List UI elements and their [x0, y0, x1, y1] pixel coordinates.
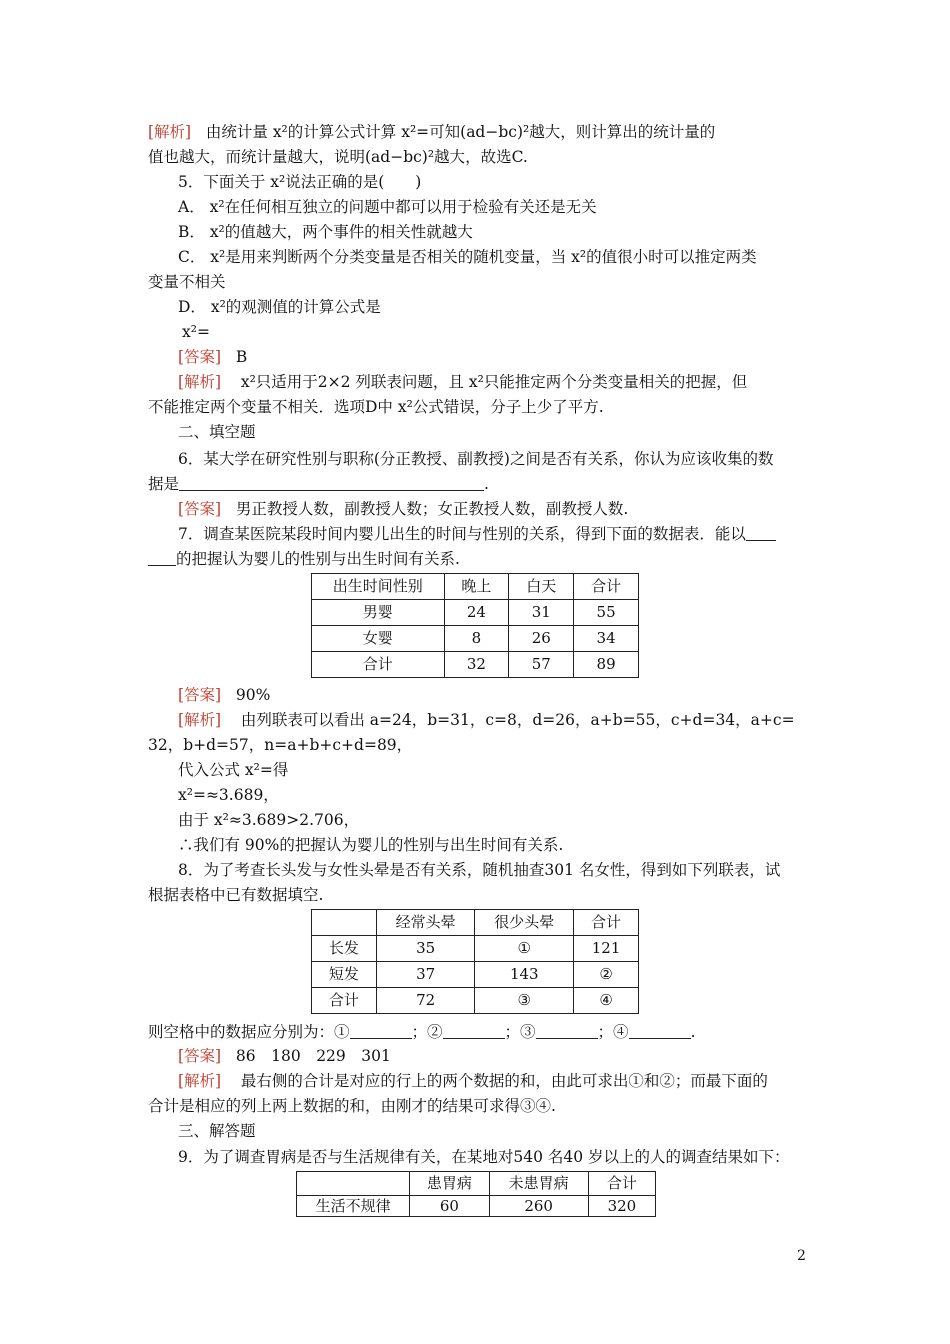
q5-option-c-cont: 变量不相关: [148, 273, 226, 291]
q6-stem: 6．某大学在研究性别与职称(分正教授、副教授)之间是否有关系，你认为应该收集的数: [178, 450, 774, 468]
q5-answer: [178, 346, 838, 368]
q8-analysis-line2: 合计是相应的列上两上数据的和，由刚才的结果可求得③④.: [148, 1097, 556, 1115]
q8-stem-line2: 根据表格中已有数据填空.: [148, 886, 324, 904]
q7-analysis-line5: 由于 x²≈3.689>2.706，: [178, 811, 360, 829]
q8-answer-value: 86 180 229 301: [235, 1047, 391, 1065]
q8-analysis-line1: [178, 1070, 838, 1092]
q8-answer: [178, 1045, 838, 1067]
table-cell: 89: [574, 652, 639, 678]
q6-blank: [179, 474, 484, 491]
table-header-cell: 患胃病: [410, 1172, 489, 1196]
table-cell: 8: [444, 626, 509, 652]
answer-tag: [答案]: [178, 686, 222, 704]
table-header-cell: 经常头晕: [376, 910, 475, 936]
q5-analysis-line1: [178, 371, 838, 393]
table-cell: 26: [509, 626, 574, 652]
analysis-tag: [解析]: [178, 711, 222, 729]
table-header-cell: 未患胃病: [489, 1172, 588, 1196]
q7-table: [311, 573, 639, 678]
table-cell: ④: [574, 988, 639, 1014]
q4-analysis-line1: [148, 121, 808, 143]
table-cell: 260: [489, 1196, 588, 1217]
q7-answer-value: 90%: [235, 686, 271, 704]
q5-analysis-text: x²只适用于2×2 列联表问题，且 x²只能推定两个分类变量相关的把握，但: [240, 373, 748, 391]
q7-answer: [178, 684, 838, 706]
table-cell: ①: [475, 936, 574, 962]
q8-blank-3: [536, 1022, 598, 1039]
q7-blank-b: [148, 549, 176, 566]
table-header-cell: 合计: [574, 910, 639, 936]
table-header-cell: 出生时间性别: [312, 574, 445, 600]
table-cell: 320: [588, 1196, 655, 1217]
q7-stem: [178, 523, 838, 545]
answer-tag: [答案]: [178, 348, 222, 366]
table-cell: 143: [475, 962, 574, 988]
q5-formula: x²=: [182, 323, 210, 341]
q7-analysis-line1: [178, 709, 838, 731]
table-cell: 31: [509, 600, 574, 626]
q4-analysis-line2: 值也越大，而统计量越大，说明(ad−bc)²越大，故选C.: [148, 148, 528, 166]
table-row: [297, 1196, 656, 1217]
table-cell: 55: [574, 600, 639, 626]
table-cell: 合计: [312, 652, 445, 678]
q8-blank-1: [350, 1022, 412, 1039]
table-header-cell: 合计: [574, 574, 639, 600]
table-cell: 32: [444, 652, 509, 678]
table-header-cell: 白天: [509, 574, 574, 600]
q8-analysis-text: 最右侧的合计是对应的行上的两个数据的和，由此可求出①和②；而最下面的: [240, 1072, 768, 1090]
table-row: [312, 988, 639, 1014]
q5-option-a: A． x²在任何相互独立的问题中都可以用于检验有关还是无关: [178, 198, 597, 216]
table-cell: 长发: [312, 936, 377, 962]
q5-option-b: B． x²的值越大，两个事件的相关性就越大: [178, 223, 473, 241]
table-cell: ②: [574, 962, 639, 988]
q8-fill-line: [148, 1021, 808, 1043]
table-cell: 57: [509, 652, 574, 678]
table-row: [312, 910, 639, 936]
table-cell: 34: [574, 626, 639, 652]
answer-tag: [答案]: [178, 1047, 222, 1065]
table-cell: 121: [574, 936, 639, 962]
table-header-cell: 很少头晕: [475, 910, 574, 936]
table-row: [312, 626, 639, 652]
q8-blank-4: [629, 1022, 691, 1039]
q7-stem-text2: 的把握认为婴儿的性别与出生时间有关系.: [176, 550, 460, 568]
table-cell: 72: [376, 988, 475, 1014]
q6-answer-value: 男正教授人数，副教授人数；女正教授人数，副教授人数.: [235, 500, 629, 518]
table-cell: 24: [444, 600, 509, 626]
q6-answer: [178, 498, 838, 520]
q5-option-d: D． x²的观测值的计算公式是: [178, 298, 381, 316]
q8-fill-2: ；②: [411, 1023, 443, 1041]
q8-table: [311, 909, 639, 1014]
q9-table: [296, 1171, 656, 1217]
table-header-cell: 晚上: [444, 574, 509, 600]
q7-analysis-line3: 代入公式 x²=得: [178, 761, 289, 779]
table-cell: 女婴: [312, 626, 445, 652]
section-answer-title: 三、解答题: [178, 1122, 256, 1140]
q8-fill-prefix: 则空格中的数据应分别为：①: [148, 1023, 350, 1041]
table-row: [312, 574, 639, 600]
q7-stem-line2: [148, 548, 808, 570]
q7-analysis-line6: ∴我们有 90%的把握认为婴儿的性别与出生时间有关系.: [178, 836, 564, 854]
q4-analysis-text: 由统计量 x²的计算公式计算 x²=可知(ad−bc)²越大，则计算出的统计量的: [205, 123, 716, 141]
table-cell: 35: [376, 936, 475, 962]
table-row: [312, 600, 639, 626]
table-header-cell: [297, 1172, 410, 1196]
table-cell: 合计: [312, 988, 377, 1014]
table-cell: 男婴: [312, 600, 445, 626]
table-cell: 37: [376, 962, 475, 988]
q8-fill-3: ；③: [504, 1023, 536, 1041]
q6-stem-line2: [148, 473, 808, 495]
q7-stem-text: 7．调查某医院某段时间内婴儿出生的时间与性别的关系，得到下面的数据表．能以: [178, 525, 746, 543]
q5-stem: 5．下面关于 x²说法正确的是( ): [178, 173, 422, 191]
answer-tag: [答案]: [178, 500, 222, 518]
analysis-tag: [解析]: [178, 373, 222, 391]
table-row: [312, 652, 639, 678]
q6-stem-prefix: 据是: [148, 475, 180, 493]
table-row: [312, 962, 639, 988]
table-header-cell: [312, 910, 377, 936]
table-cell: 短发: [312, 962, 377, 988]
q5-analysis-line2: 不能推定两个变量不相关．选项D中 x²公式错误，分子上少了平方.: [148, 398, 604, 416]
q7-analysis-line2: 32，b+d=57，n=a+b+c+d=89，: [148, 736, 413, 754]
section-fill-title: 二、填空题: [178, 423, 256, 441]
q7-blank-a: [746, 524, 776, 541]
q9-stem: 9．为了调查胃病是否与生活规律有关，在某地对540 名40 岁以上的人的调查结果如下：: [178, 1148, 790, 1166]
q8-stem: 8．为了考查长头发与女性头晕是否有关系，随机抽查301 名女性，得到如下列联表，试: [178, 861, 781, 879]
table-row: [312, 936, 639, 962]
page-number: 2: [797, 1248, 806, 1264]
q8-blank-2: [443, 1022, 505, 1039]
q7-analysis-text: 由列联表可以看出 a=24，b=31，c=8，d=26，a+b=55，c+d=34，a+c=: [240, 711, 795, 729]
q7-analysis-line4: x²=≈3.689，: [178, 786, 279, 804]
table-cell: 60: [410, 1196, 489, 1217]
table-header-cell: 合计: [588, 1172, 655, 1196]
table-cell: ③: [475, 988, 574, 1014]
table-cell: 生活不规律: [297, 1196, 410, 1217]
q5-answer-value: B: [235, 348, 248, 366]
analysis-tag: [解析]: [178, 1072, 222, 1090]
analysis-tag: [解析]: [148, 123, 192, 141]
q5-option-c: C． x²是用来判断两个分类变量是否相关的随机变量，当 x²的值很小时可以推定两类: [178, 248, 757, 266]
q8-fill-4: ；④: [597, 1023, 629, 1041]
q6-stem-suffix: .: [484, 475, 489, 493]
q8-fill-end: .: [690, 1023, 696, 1041]
table-row: [297, 1172, 656, 1196]
